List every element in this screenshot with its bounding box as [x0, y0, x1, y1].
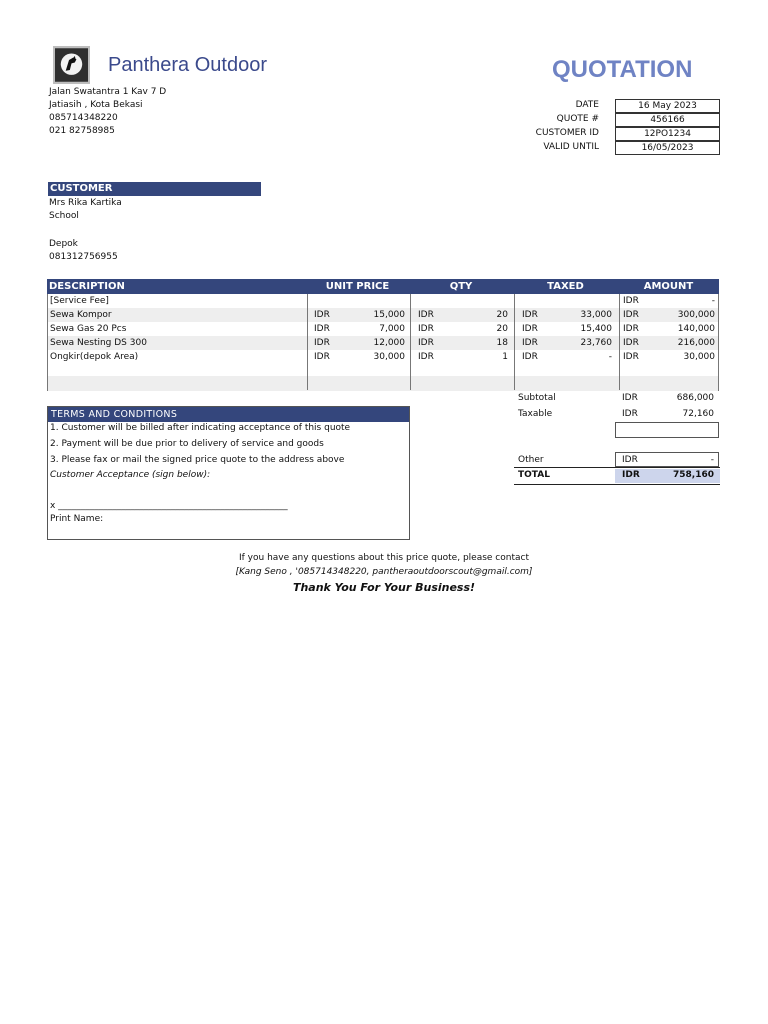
quote-number-field: 456166 [615, 113, 720, 127]
currency-label: IDR [418, 324, 434, 334]
currency-label: IDR [622, 393, 638, 403]
panther-icon [55, 48, 88, 82]
item-description: Ongkir(depok Area) [50, 352, 139, 362]
column-divider [410, 294, 411, 390]
item-description: [Service Fee] [50, 296, 109, 306]
date-field: 16 May 2023 [615, 99, 720, 113]
item-qty: 1 [502, 352, 508, 362]
currency-label: IDR [522, 310, 538, 320]
qty-header: QTY [449, 281, 473, 292]
document-title: QUOTATION [552, 56, 693, 83]
customer-city: Depok [49, 239, 78, 249]
item-qty: 20 [496, 310, 508, 320]
taxable-value: 72,160 [682, 409, 714, 419]
currency-label: IDR [522, 324, 538, 334]
currency-label: IDR [418, 352, 434, 362]
total-underline [514, 484, 720, 485]
item-amount: - [711, 296, 715, 306]
item-taxed: 15,400 [580, 324, 612, 334]
terms-section [47, 406, 410, 540]
unit-price-header: UNIT PRICE [325, 281, 390, 292]
item-amount: 140,000 [677, 324, 715, 334]
currency-label: IDR [623, 310, 639, 320]
terms-item: 3. Please fax or mail the signed price quote to the address above [50, 455, 345, 465]
subtotal-value: 686,000 [676, 393, 714, 403]
currency-label: IDR [623, 352, 639, 362]
customer-id-label: CUSTOMER ID [535, 128, 599, 138]
column-divider [619, 294, 620, 390]
items-table [47, 294, 719, 391]
contact-details: [Kang Seno , '085714348220, pantheraoutdoorscout@gmail.com] [235, 567, 533, 577]
currency-label: IDR [623, 324, 639, 334]
currency-label: IDR [622, 470, 640, 480]
total-divider [514, 467, 720, 468]
items-table-header [47, 279, 719, 294]
address-line: Jalan Swatantra 1 Kav 7 D [49, 87, 167, 97]
table-row [48, 294, 718, 308]
currency-label: IDR [314, 310, 330, 320]
acceptance-label: Customer Acceptance (sign below): [50, 470, 211, 480]
total-value: 758,160 [673, 470, 714, 480]
date-label: DATE [575, 100, 599, 110]
other-value: - [710, 455, 714, 465]
other-label: Other [518, 455, 544, 465]
currency-label: IDR [314, 352, 330, 362]
currency-label: IDR [622, 455, 638, 465]
currency-label: IDR [522, 338, 538, 348]
tax-rate-box[interactable] [615, 422, 719, 438]
terms-heading: TERMS AND CONDITIONS [48, 407, 409, 422]
currency-label: IDR [623, 338, 639, 348]
column-divider [514, 294, 515, 390]
table-row [48, 376, 718, 391]
table-row [48, 336, 718, 350]
item-taxed: - [608, 352, 612, 362]
signature-line[interactable]: x ___________________________________________________ [50, 501, 288, 511]
currency-label: IDR [418, 338, 434, 348]
item-unit-price: 7,000 [379, 324, 405, 334]
company-logo [53, 46, 90, 84]
currency-label: IDR [314, 324, 330, 334]
customer-id-field: 12PO1234 [615, 127, 720, 141]
item-description: Sewa Nesting DS 300 [50, 338, 147, 348]
currency-label: IDR [623, 296, 639, 306]
item-qty: 18 [496, 338, 508, 348]
customer-heading: CUSTOMER [48, 182, 261, 196]
taxed-header: TAXED [547, 281, 584, 292]
address-line: Jatiasih , Kota Bekasi [49, 100, 143, 110]
valid-until-field: 16/05/2023 [615, 141, 720, 155]
total-label: TOTAL [518, 470, 550, 480]
taxable-label: Taxable [518, 409, 553, 419]
item-amount: 30,000 [683, 352, 715, 362]
item-unit-price: 15,000 [373, 310, 405, 320]
item-taxed: 33,000 [580, 310, 612, 320]
phone-line: 085714348220 [49, 113, 118, 123]
currency-label: IDR [418, 310, 434, 320]
item-unit-price: 12,000 [373, 338, 405, 348]
item-qty: 20 [496, 324, 508, 334]
print-name-label: Print Name: [50, 514, 104, 524]
valid-until-label: VALID UNTIL [543, 142, 599, 152]
terms-item: 2. Payment will be due prior to delivery of service and goods [50, 439, 324, 449]
table-row [48, 308, 718, 322]
item-description: Sewa Kompor [50, 310, 112, 320]
contact-note: If you have any questions about this price quote, please contact [239, 553, 529, 563]
customer-name: Mrs Rika Kartika [49, 198, 122, 208]
terms-item: 1. Customer will be billed after indicating acceptance of this quote [50, 423, 351, 433]
item-amount: 216,000 [677, 338, 715, 348]
phone-line: 021 82758985 [49, 126, 115, 136]
table-row [48, 350, 718, 364]
currency-label: IDR [622, 409, 638, 419]
quote-number-label: QUOTE # [556, 114, 599, 124]
thank-you-note: Thank You For Your Business! [292, 581, 476, 594]
currency-label: IDR [314, 338, 330, 348]
currency-label: IDR [522, 352, 538, 362]
description-header: DESCRIPTION [49, 281, 125, 292]
item-taxed: 23,760 [580, 338, 612, 348]
item-description: Sewa Gas 20 Pcs [50, 324, 127, 334]
item-unit-price: 30,000 [373, 352, 405, 362]
table-row [48, 322, 718, 336]
amount-header: AMOUNT [643, 281, 694, 292]
item-amount: 300,000 [677, 310, 715, 320]
column-divider [307, 294, 308, 390]
subtotal-label: Subtotal [518, 393, 556, 403]
company-name: Panthera Outdoor [108, 54, 267, 76]
customer-company: School [49, 211, 79, 221]
customer-phone: 081312756955 [49, 252, 118, 262]
